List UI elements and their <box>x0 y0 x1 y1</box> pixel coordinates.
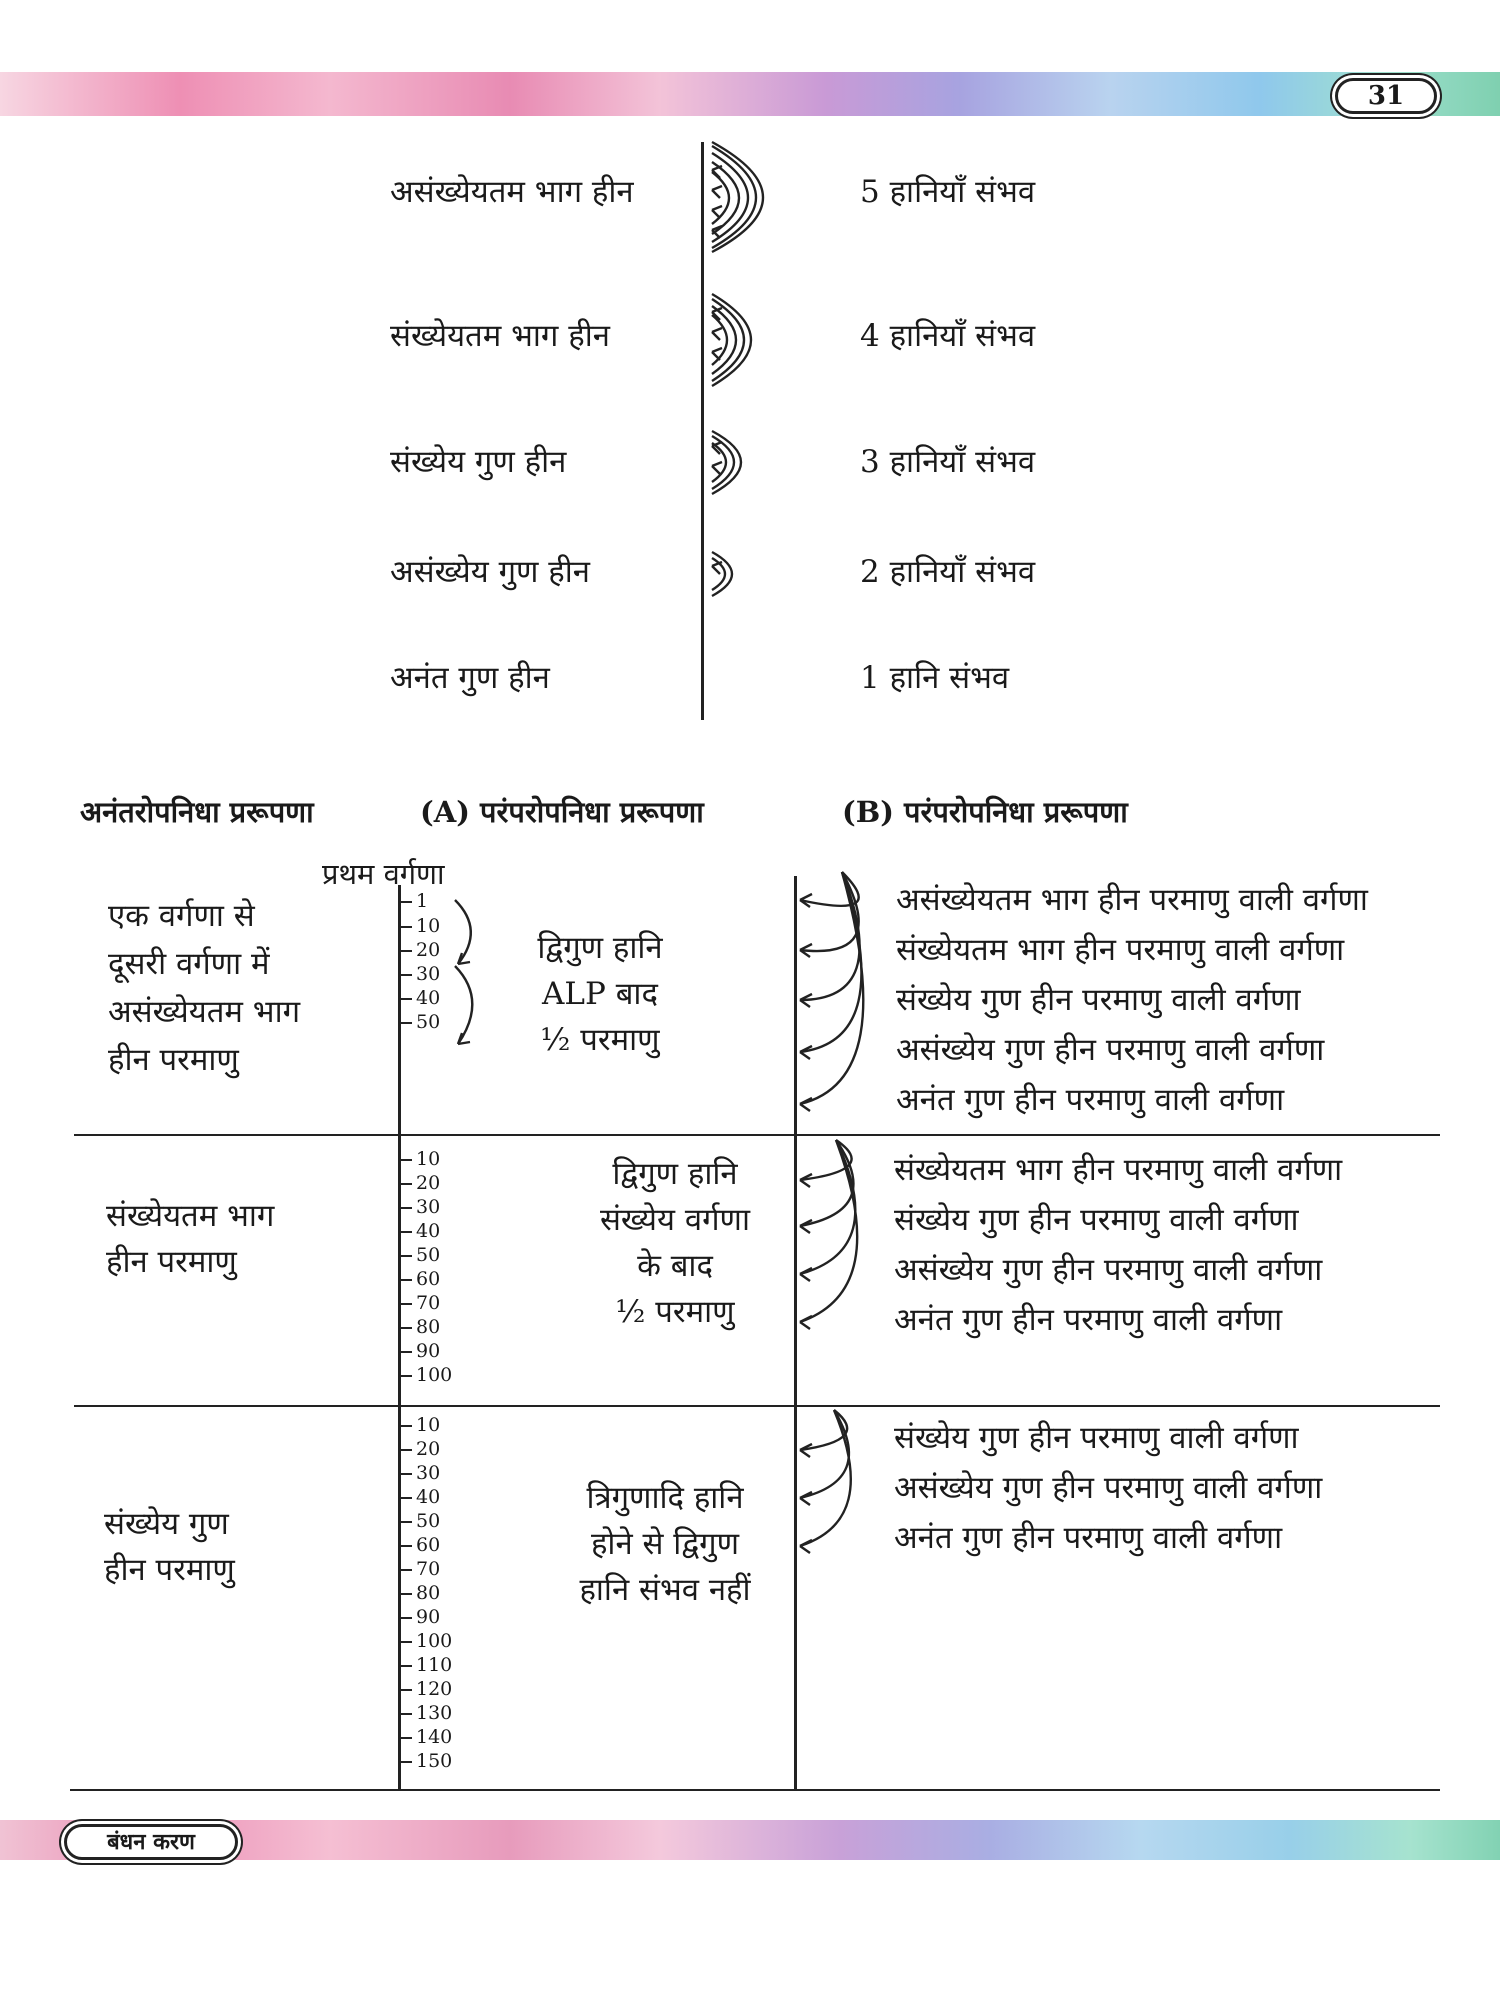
header-paramparopanidha-b: (B) परंपरोपनिधा प्ररूपणा <box>842 795 1128 829</box>
row3-right-line-1: संख्येय गुण हीन परमाणु वाली वर्गणा <box>894 1420 1299 1456</box>
top-row-3-left: संख्येय गुण हीन <box>390 444 567 480</box>
row3-tick: 80 <box>400 1581 440 1605</box>
row1-right-line-4: असंख्येय गुण हीन परमाणु वाली वर्गणा <box>896 1032 1325 1068</box>
row1-right-line-2: संख्येयतम भाग हीन परमाणु वाली वर्गणा <box>896 932 1345 968</box>
row1-left-line-2: दूसरी वर्गणा में <box>108 946 270 982</box>
row2-mid-line-3: के बाद <box>637 1248 713 1284</box>
row1-right-line-1: असंख्येयतम भाग हीन परमाणु वाली वर्गणा <box>896 882 1368 918</box>
row2-tick: 90 <box>400 1339 440 1363</box>
row2-tick: 40 <box>400 1219 440 1243</box>
page-number: 31 <box>1335 78 1437 114</box>
top-row-4-left: असंख्येय गुण हीन <box>390 554 591 590</box>
row2-mid-line-4: ½ परमाणु <box>615 1294 735 1330</box>
row2-tick: 20 <box>400 1171 440 1195</box>
row3-tick: 140 <box>400 1725 452 1749</box>
row3-tick: 70 <box>400 1557 440 1581</box>
row2-mid-line-1: द्विगुण हानि <box>612 1156 738 1192</box>
row3-mid-line-1: त्रिगुणादि हानि <box>586 1480 744 1516</box>
row3-mid-line-2: होने से द्विगुण <box>590 1526 740 1562</box>
row3-tick: 150 <box>400 1749 452 1773</box>
row2-tick: 30 <box>400 1195 440 1219</box>
row2-tick: 80 <box>400 1315 440 1339</box>
row3-tick: 50 <box>400 1509 440 1533</box>
row1-tick: 40 <box>400 986 440 1010</box>
top-row-1-right: 5 हानियाँ संभव <box>860 174 1036 210</box>
row1-tick: 1 <box>400 889 428 913</box>
top-row-3-right: 3 हानियाँ संभव <box>860 444 1036 480</box>
row2-tick: 60 <box>400 1267 440 1291</box>
row3-tick: 100 <box>400 1629 452 1653</box>
row2-left-line-1: संख्येयतम भाग <box>106 1198 275 1234</box>
row3-tick: 130 <box>400 1701 452 1725</box>
row1-mid-line-2: ALP बाद <box>542 976 658 1012</box>
row3-tick: 60 <box>400 1533 440 1557</box>
row1-tick: 10 <box>400 914 440 938</box>
row1-right-line-3: संख्येय गुण हीन परमाणु वाली वर्गणा <box>896 982 1301 1018</box>
row2-right-line-3: असंख्येय गुण हीन परमाणु वाली वर्गणा <box>894 1252 1323 1288</box>
row2-right-line-4: अनंत गुण हीन परमाणु वाली वर्गणा <box>894 1302 1283 1338</box>
row3-tick: 110 <box>400 1653 452 1677</box>
row2-tick: 70 <box>400 1291 440 1315</box>
row3-tick: 10 <box>400 1413 440 1437</box>
row1-left-line-1: एक वर्गणा से <box>108 898 255 934</box>
row3-tick: 20 <box>400 1437 440 1461</box>
row1-mid-line-1: द्विगुण हानि <box>537 930 663 966</box>
top-row-1-left: असंख्येयतम भाग हीन <box>390 174 634 210</box>
row2-tick: 50 <box>400 1243 440 1267</box>
row3-tick: 40 <box>400 1485 440 1509</box>
row2-mid-line-2: संख्येय वर्गणा <box>599 1202 751 1238</box>
scale-title: प्रथम वर्गणा <box>322 857 445 891</box>
top-row-5-right: 1 हानि संभव <box>860 660 1010 696</box>
row1-tick: 50 <box>400 1010 440 1034</box>
row2-right-line-2: संख्येय गुण हीन परमाणु वाली वर्गणा <box>894 1202 1299 1238</box>
footer-book-title: बंधन करण <box>64 1824 238 1860</box>
row3-tick: 120 <box>400 1677 452 1701</box>
row1-mid-line-3: ½ परमाणु <box>540 1022 660 1058</box>
row3-tick: 30 <box>400 1461 440 1485</box>
row2-tick: 10 <box>400 1147 440 1171</box>
row1-left-line-3: असंख्येयतम भाग <box>108 994 301 1030</box>
top-row-2-left: संख्येयतम भाग हीन <box>390 318 610 354</box>
row2-left-line-2: हीन परमाणु <box>106 1244 237 1280</box>
row3-left-line-1: संख्येय गुण <box>104 1506 229 1542</box>
row1-right-line-5: अनंत गुण हीन परमाणु वाली वर्गणा <box>896 1082 1285 1118</box>
row1-tick: 20 <box>400 938 440 962</box>
top-row-5-left: अनंत गुण हीन <box>390 660 550 696</box>
top-row-2-right: 4 हानियाँ संभव <box>860 318 1036 354</box>
row1-left-line-4: हीन परमाणु <box>108 1042 239 1078</box>
row3-tick: 90 <box>400 1605 440 1629</box>
row3-right-line-2: असंख्येय गुण हीन परमाणु वाली वर्गणा <box>894 1470 1323 1506</box>
top-row-4-right: 2 हानियाँ संभव <box>860 554 1036 590</box>
header-paramparopanidha-a: (A) परंपरोपनिधा प्ररूपणा <box>420 795 704 829</box>
row3-left-line-2: हीन परमाणु <box>104 1552 235 1588</box>
row2-right-line-1: संख्येयतम भाग हीन परमाणु वाली वर्गणा <box>894 1152 1343 1188</box>
header-anantaropanidha: अनंतरोपनिधा प्ररूपणा <box>80 795 314 829</box>
row3-mid-line-3: हानि संभव नहीं <box>579 1572 751 1608</box>
row2-tick: 100 <box>400 1363 452 1387</box>
row3-right-line-3: अनंत गुण हीन परमाणु वाली वर्गणा <box>894 1520 1283 1556</box>
row1-tick: 30 <box>400 962 440 986</box>
